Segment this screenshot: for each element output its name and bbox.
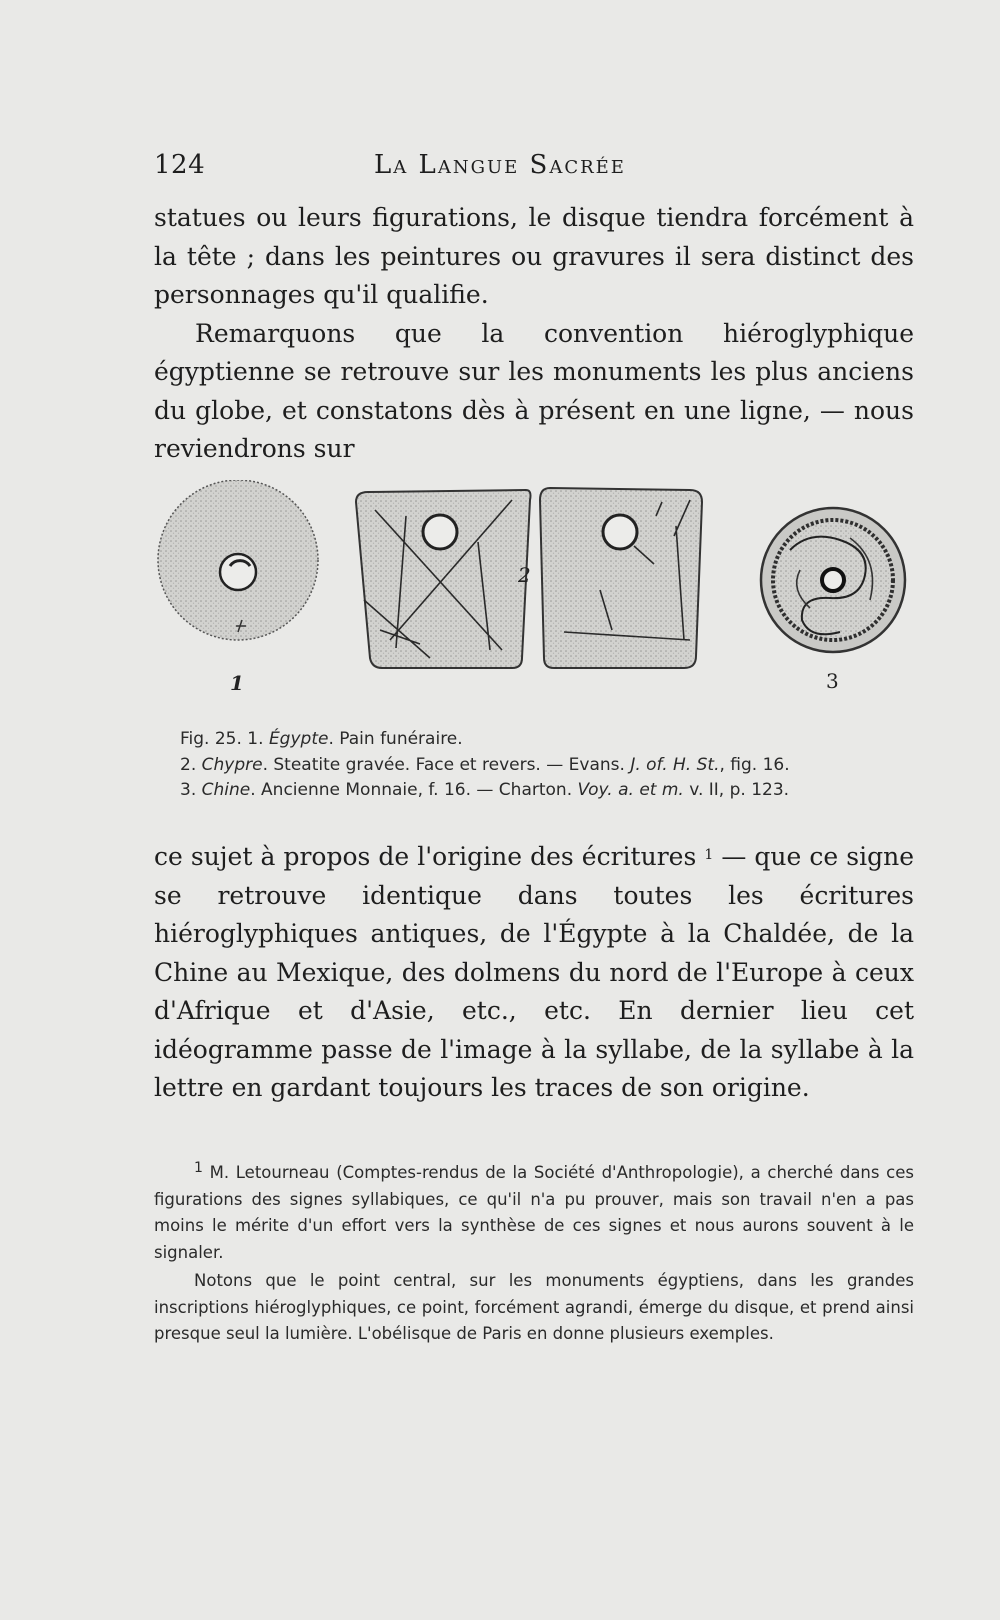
caption-line-2	[180, 753, 900, 779]
footnote-1	[154, 1160, 914, 1266]
caption-ref-3: Voy. a. et m.	[577, 780, 684, 800]
caption-end-3: v. II, p. 123.	[683, 780, 790, 800]
caption-line-1	[180, 727, 900, 753]
text-before-note: ce sujet à propos de l'origine des écritures	[154, 842, 697, 871]
caption-line-3	[180, 778, 900, 804]
paragraph-continued: statues ou leurs figurations, le disque tiendra forcément à la tête ; dans les peintures ou gravures il sera distinct des personnages qu'il qualifie.	[154, 203, 914, 309]
page-number: 124	[154, 150, 206, 180]
caption-prefix: Fig. 25. 1.	[180, 729, 269, 749]
caption-num-2: 2.	[180, 754, 202, 775]
figure-illustration	[150, 480, 920, 710]
caption-place-egypte: Égypte	[268, 729, 329, 749]
figure-label-3: 3	[826, 669, 839, 693]
footnote-1-text: M. Letourneau (Comptes-rendus de la Société d'Anthropologie), a cherché dans ces figurations des signes syllabiques, ce qu'il n'a pu prouver, mais son travail n'en a pas moins le mérite d'un effort vers la synthèse de ces signes et nous aurons souvent à le signaler.	[154, 1163, 914, 1262]
paragraph-remarquons: Remarquons que la convention hiéroglyphique égyptienne se retrouve sur les monuments les plus anciens du globe, et constatons dès à présent en une ligne, — nous reviendrons sur	[154, 318, 914, 463]
footnote-2-text: Notons que le point central, sur les monuments égyptiens, dans les grandes inscriptions hiéroglyphiques, ce point, forcément agrandi, émerge du disque, et prend ainsi presque seul la lumière. L'obélisque de Paris en donne plusieurs exemples.	[154, 1271, 914, 1343]
figure-caption	[180, 727, 900, 804]
caption-ref-2: J. of. H. St.	[630, 754, 720, 775]
figure-label-1: 1	[230, 671, 244, 695]
caption-place-chine: Chine	[201, 780, 251, 800]
body-text-bottom	[154, 838, 914, 1108]
caption-desc-1: . Pain funéraire.	[328, 729, 463, 749]
running-title: La Langue Sacrée	[374, 150, 626, 180]
caption-desc-3: . Ancienne Monnaie, f. 16. — Charton.	[250, 780, 578, 800]
caption-desc-2: . Steatite gravée. Face et revers. — Evans.	[262, 754, 631, 775]
egypt-funeral-bread-drawing	[158, 480, 318, 640]
footnote-marker: 1	[194, 1160, 203, 1176]
figure-25	[150, 480, 920, 710]
paragraph-ce-sujet	[154, 838, 914, 1108]
cyprus-steatite-reverse-drawing	[540, 488, 702, 668]
footnote-2	[154, 1268, 914, 1348]
footnote-ref[interactable]: 1	[704, 847, 714, 863]
body-text-top	[154, 199, 914, 469]
chinese-ancient-coin-drawing	[761, 508, 905, 652]
caption-end-2: , fig. 16.	[719, 754, 790, 775]
cyprus-steatite-face-drawing	[356, 490, 531, 668]
caption-num-3: 3.	[180, 780, 202, 800]
caption-place-chypre: Chypre	[201, 754, 263, 775]
figure-label-2: 2	[518, 563, 531, 587]
text-after-note: — que ce signe se retrouve identique dans toutes les écritures hiéroglyphiques antiques, de l'Égypte à la Chaldée, de la Chine au Mexique, des dolmens du nord de l'Europe à ceux d'Afrique et d'Asie, etc., etc. En dernier lieu cet idéogramme passe de l'image à la syllabe, de la syllabe à la lettre en gardant toujours les traces de son origine.	[154, 842, 914, 1102]
